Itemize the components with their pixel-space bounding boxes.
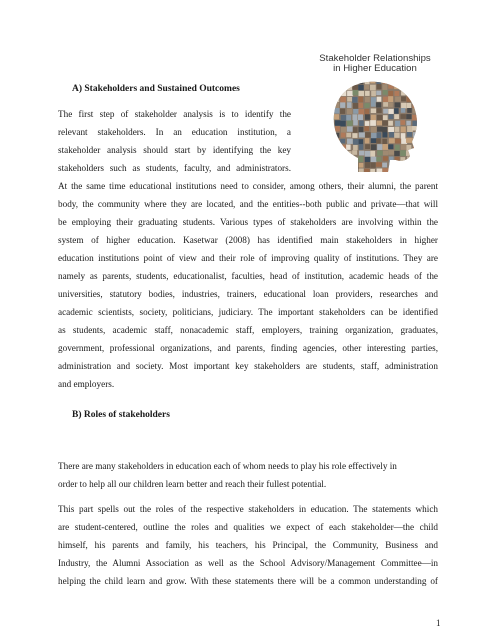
- collage-tile: [328, 109, 334, 114]
- collage-tile: [365, 138, 370, 143]
- collage-tile: [412, 163, 417, 168]
- collage-tile: [352, 133, 357, 138]
- collage-tile: [364, 126, 369, 131]
- collage-tile: [365, 97, 370, 102]
- collage-tile: [358, 103, 363, 108]
- collage-tile: [334, 162, 340, 168]
- collage-tile: [377, 97, 382, 102]
- collage-tile: [341, 127, 347, 133]
- collage-tile: [401, 133, 406, 138]
- text-line: Industry, the Alumni Association as well as the School Advisory/Management Committee—in: [58, 558, 438, 568]
- collage-tile: [359, 144, 364, 150]
- collage-tile: [394, 151, 399, 156]
- text-line: At the same time educational institutions need to consider, among others, their alumni, the parent: [58, 181, 438, 191]
- collage-tile: [358, 96, 363, 102]
- collage-tile: [371, 133, 377, 139]
- collage-tile: [383, 144, 389, 150]
- collage-tile: [328, 133, 333, 138]
- collage-tile: [412, 126, 418, 131]
- text-line: system of higher education. Kasetwar (2008) has identified main stakeholders in higher: [58, 235, 438, 245]
- text-line: academic scientists, society, politicians, judiciary. The important stakeholders can be identified: [58, 307, 438, 317]
- text-line: There are many stakeholders in education each of whom needs to play his role effectively in: [58, 461, 397, 471]
- collage-tile: [364, 103, 369, 108]
- collage-tile: [401, 85, 406, 91]
- collage-tile: [389, 79, 394, 84]
- collage-tile: [329, 163, 334, 168]
- collage-tile: [419, 145, 424, 151]
- collage-tile: [358, 85, 364, 90]
- collage-tile: [370, 79, 375, 84]
- collage-tile: [340, 109, 345, 114]
- collage-tile: [377, 121, 383, 126]
- collage-tile: [365, 91, 370, 96]
- collage-tile: [383, 79, 388, 84]
- collage-tile: [371, 162, 376, 168]
- page-number: 1: [436, 618, 441, 628]
- collage-tile: [382, 139, 387, 145]
- collage-tile: [394, 163, 399, 168]
- collage-tile: [406, 96, 412, 102]
- collage-tile: [400, 150, 406, 156]
- collage-tile: [334, 114, 339, 119]
- collage-tile: [406, 145, 411, 151]
- collage-tile: [413, 132, 419, 137]
- collage-tile: [359, 79, 364, 84]
- collage-tile: [329, 79, 334, 84]
- collage-tile: [329, 150, 334, 156]
- collage-tile: [395, 145, 400, 151]
- collage-tile: [371, 91, 376, 97]
- text-line: stakeholders such as students, faculty, and administrators.: [58, 163, 291, 173]
- collage-tile: [346, 145, 351, 150]
- collage-tile: [376, 91, 381, 96]
- collage-tile: [329, 156, 335, 161]
- collage-tile: [401, 126, 406, 132]
- collage-tile: [395, 157, 400, 162]
- collage-tile: [394, 114, 399, 119]
- text-line: This part spells out the roles of the respective stakeholders in education. The statements which: [58, 504, 438, 514]
- collage-tile: [371, 127, 377, 133]
- collage-tile: [388, 91, 393, 97]
- collage-tile: [340, 79, 345, 84]
- section-a-heading: A) Stakeholders and Sustained Outcomes: [72, 84, 240, 94]
- collage-tile: [329, 103, 334, 108]
- collage-tile: [401, 108, 406, 113]
- collage-tile: [346, 168, 351, 173]
- collage-tile: [388, 109, 393, 114]
- collage-tile: [376, 102, 381, 107]
- collage-tile: [352, 150, 357, 155]
- collage-tile: [334, 96, 339, 102]
- collage-tile: [347, 91, 353, 96]
- collage-tile: [413, 108, 418, 113]
- text-line: are student-centered, outline the roles and qualities we expect of each stakeholder—the child: [58, 522, 438, 532]
- collage-tile: [395, 127, 400, 132]
- collage-tile: [353, 103, 358, 109]
- section-b-heading: B) Roles of stakeholders: [72, 410, 170, 420]
- collage-tile: [407, 126, 413, 132]
- collage-tile: [370, 169, 375, 174]
- text-line: body, the community where they are located, and the entities--both public and private—that will: [58, 199, 438, 209]
- collage-tile: [335, 151, 340, 156]
- collage-tile: [365, 78, 370, 84]
- collage-tile: [394, 91, 399, 96]
- collage-tile: [365, 121, 370, 126]
- collage-tile: [418, 90, 423, 95]
- collage-tile: [383, 115, 388, 120]
- collage-tile: [419, 169, 424, 174]
- collage-tile: [358, 114, 363, 120]
- collage-tile: [341, 162, 346, 167]
- collage-tile: [347, 120, 353, 126]
- collage-tile: [382, 120, 388, 126]
- text-line: helping the child learn and grow. With these statements there will be a common understanding of: [58, 576, 438, 586]
- collage-tile: [419, 79, 424, 85]
- collage-tile: [401, 103, 406, 109]
- collage-tile: [365, 132, 371, 138]
- collage-tile: [347, 139, 353, 144]
- collage-tile: [413, 96, 418, 101]
- collage-tile: [377, 144, 382, 150]
- collage-tile: [364, 109, 369, 115]
- text-line: as students, academic staff, nonacademic staff, employers, training organization, graduates,: [58, 325, 438, 335]
- collage-tile: [335, 78, 341, 83]
- collage-tile: [382, 84, 387, 90]
- collage-tile: [352, 114, 357, 120]
- collage-tile: [340, 139, 345, 144]
- collage-tile: [407, 132, 412, 137]
- collage-tile: [370, 120, 376, 126]
- collage-tile: [353, 90, 359, 95]
- collage-tile: [352, 85, 358, 90]
- collage-tile: [364, 169, 369, 174]
- collage-tile: [400, 168, 405, 173]
- collage-tile: [394, 102, 400, 107]
- collage-tile: [389, 163, 395, 168]
- collage-tile: [395, 139, 401, 144]
- collage-tile: [377, 127, 383, 132]
- collage-tile: [358, 109, 364, 115]
- collage-tile: [334, 133, 339, 138]
- collage-tile: [352, 78, 358, 84]
- collage-tile: [376, 138, 381, 143]
- collage-tile: [352, 97, 357, 103]
- collage-tile: [329, 126, 334, 131]
- text-line: stakeholder analysis should start by identifying the key: [58, 145, 291, 155]
- collage-tile: [335, 103, 340, 108]
- figure-title-line-1: Stakeholder Relationships: [319, 53, 431, 64]
- collage-tile: [412, 84, 417, 89]
- stakeholder-figure: [300, 54, 450, 172]
- collage-tile: [400, 157, 405, 162]
- collage-tile: [376, 162, 382, 167]
- collage-tile: [407, 163, 413, 168]
- collage-tile: [401, 163, 406, 168]
- collage-tile: [401, 78, 406, 83]
- collage-tile: [382, 168, 388, 173]
- collage-tile: [406, 103, 411, 108]
- collage-tile: [412, 120, 417, 126]
- collage-tile: [406, 114, 411, 119]
- collage-tile: [395, 121, 400, 127]
- collage-tile: [346, 133, 351, 138]
- collage-tile: [377, 132, 382, 138]
- collage-tile: [383, 109, 388, 114]
- collage-tile: [340, 84, 345, 89]
- collage-tile: [388, 102, 393, 107]
- collage-tile: [353, 163, 359, 169]
- collage-tile: [394, 85, 399, 90]
- collage-tile: [388, 121, 393, 126]
- collage-tile: [359, 151, 364, 156]
- collage-tile: [359, 163, 364, 168]
- collage-tile: [418, 127, 424, 132]
- collage-tile: [353, 157, 358, 162]
- collage-tile: [328, 121, 333, 126]
- collage-tile: [371, 115, 376, 121]
- collage-tile: [340, 97, 346, 103]
- collage-tile: [365, 157, 370, 162]
- text-line: education institutions point of view and their role of improving quality of institutions. They are: [58, 253, 438, 263]
- collage-tile: [412, 115, 418, 121]
- collage-tile: [365, 144, 370, 149]
- collage-tile: [419, 138, 424, 144]
- collage-tile: [335, 91, 341, 96]
- collage-tile: [329, 139, 334, 145]
- collage-tile: [347, 157, 352, 163]
- collage-tile: [346, 79, 351, 84]
- collage-tile: [389, 157, 394, 163]
- collage-tile: [341, 150, 346, 155]
- collage-tile: [347, 109, 353, 115]
- collage-tile: [388, 96, 393, 102]
- collage-tile: [376, 78, 381, 84]
- collage-tile: [371, 144, 377, 150]
- collage-tile: [377, 168, 383, 174]
- collage-tile: [413, 78, 418, 84]
- collage-tile: [383, 97, 388, 102]
- collage-tile: [383, 102, 388, 107]
- collage-tile: [407, 169, 412, 174]
- collage-tile: [418, 121, 423, 127]
- collage-tile: [389, 138, 395, 143]
- collage-tile: [412, 138, 417, 144]
- collage-tile: [419, 151, 424, 156]
- collage-tile: [371, 102, 376, 107]
- collage-tile: [335, 145, 340, 150]
- collage-tile: [389, 132, 394, 137]
- collage-tile: [347, 102, 352, 108]
- collage-tile: [329, 145, 335, 151]
- collage-tile: [329, 169, 334, 174]
- collage-tile: [394, 133, 399, 138]
- collage-tile: [401, 96, 406, 101]
- text-line: order to help all our children learn better and reach their fullest potential.: [58, 479, 327, 489]
- collage-tile: [347, 151, 352, 156]
- collage-tile: [418, 103, 424, 108]
- collage-tile: [365, 151, 371, 157]
- collage-tile: [341, 168, 346, 173]
- collage-tile: [383, 156, 388, 161]
- collage-tile: [359, 168, 364, 173]
- collage-tile: [388, 150, 394, 155]
- collage-tile: [407, 108, 412, 113]
- collage-tile: [329, 84, 334, 89]
- collage-tile: [413, 168, 418, 173]
- collage-tile: [358, 156, 363, 162]
- text-line: be employing their graduating students. Various types of stakeholders are involving within the: [58, 217, 438, 227]
- collage-tile: [413, 103, 418, 108]
- collage-tile: [412, 91, 417, 96]
- figure-title-line-2: in Higher Education: [333, 63, 417, 74]
- collage-tile: [401, 144, 407, 150]
- collage-tile: [413, 151, 418, 156]
- collage-tile: [359, 139, 364, 144]
- collage-tile: [335, 120, 341, 126]
- collage-tile: [419, 162, 424, 167]
- collage-tile: [383, 151, 388, 156]
- collage-tile: [388, 127, 394, 132]
- collage-tile: [406, 151, 411, 156]
- collage-tile: [353, 120, 358, 125]
- collage-tile: [407, 79, 412, 84]
- collage-tile: [395, 168, 400, 173]
- collage-tile: [377, 150, 383, 155]
- collage-tile: [341, 90, 346, 96]
- collage-tile: [334, 169, 339, 174]
- collage-tile: [365, 114, 370, 120]
- collage-tile: [358, 127, 363, 133]
- collage-tile: [394, 108, 399, 114]
- text-line: himself, his parents and family, his teachers, his Principal, the Community, Business and: [58, 540, 438, 550]
- collage-tile: [341, 133, 346, 138]
- collage-tile: [341, 145, 347, 150]
- collage-tile: [346, 162, 351, 168]
- collage-tile: [388, 84, 393, 89]
- collage-tile: [371, 108, 376, 113]
- collage-tile: [353, 145, 358, 150]
- collage-tile: [329, 91, 334, 97]
- collage-tile: [340, 102, 345, 108]
- collage-tile: [413, 145, 418, 150]
- collage-tile: [382, 163, 387, 168]
- collage-tile: [347, 85, 353, 90]
- collage-tile: [383, 90, 388, 95]
- collage-tile: [346, 115, 351, 121]
- collage-tile: [341, 115, 347, 121]
- text-line: relevant stakeholders. In an education institution, a: [58, 127, 291, 137]
- text-line: administration and society. Most important key stakeholders are students, staff, administration: [58, 361, 438, 371]
- collage-tile: [419, 115, 424, 121]
- collage-tile: [407, 84, 412, 89]
- collage-tile: [382, 127, 387, 133]
- collage-tile: [371, 157, 377, 163]
- text-line: The first step of stakeholder analysis is to identify the: [58, 109, 291, 119]
- collage-tile: [340, 121, 345, 127]
- collage-tile: [412, 156, 418, 161]
- collage-tile: [359, 120, 364, 126]
- collage-tile: [406, 138, 412, 143]
- collage-tile: [418, 96, 423, 101]
- collage-tile: [370, 151, 375, 157]
- collage-tile: [334, 108, 339, 114]
- figure-caption: [300, 54, 450, 74]
- collage-tile: [334, 138, 339, 144]
- collage-tile: [401, 91, 406, 96]
- collage-tile: [359, 132, 365, 137]
- text-line: universities, statutory bodies, industries, trainers, educational loan providers, researches and: [58, 289, 438, 299]
- collage-tile: [364, 85, 369, 90]
- collage-tile: [353, 139, 359, 145]
- collage-tile: [353, 127, 358, 133]
- collage-tile: [341, 157, 346, 163]
- text-line: namely as parents, students, educationalist, faculties, head of institution, academic heads of the: [58, 271, 438, 281]
- collage-tile: [334, 85, 340, 90]
- text-line: and employers.: [58, 379, 115, 389]
- collage-tile: [335, 126, 340, 131]
- collage-tile: [388, 114, 393, 119]
- text-line: government, professional organizations, and parents, finding agencies, other interesting parties,: [58, 343, 438, 353]
- collage-tile: [371, 138, 377, 143]
- collage-tile: [388, 169, 393, 174]
- collage-tile: [352, 168, 357, 174]
- collage-tile: [395, 97, 401, 102]
- collage-tile: [406, 90, 411, 95]
- collage-tile: [400, 120, 405, 125]
- collage-tile: [418, 156, 423, 161]
- collage-tile: [365, 162, 371, 168]
- collage-tile: [388, 144, 393, 149]
- collage-tile: [328, 97, 334, 102]
- collage-tile: [370, 85, 376, 91]
- collage-tile: [407, 157, 412, 162]
- collage-tile: [353, 109, 359, 114]
- collage-tile: [382, 132, 387, 137]
- collage-tile: [358, 91, 364, 96]
- collage-tile: [406, 121, 411, 126]
- collage-tile: [400, 114, 406, 119]
- collage-tile: [347, 126, 353, 131]
- collage-tile: [376, 108, 381, 113]
- collage-tile: [371, 97, 376, 102]
- collage-tile: [347, 97, 352, 102]
- collage-tile: [377, 115, 383, 120]
- collage-tile: [377, 84, 382, 89]
- collage-tile: [376, 157, 381, 162]
- collage-tile: [419, 85, 424, 90]
- collage-tile: [419, 133, 424, 138]
- collage-tile: [419, 108, 424, 114]
- head-collage-image: [328, 78, 424, 174]
- collage-tile: [335, 157, 340, 162]
- collage-tile: [394, 78, 399, 84]
